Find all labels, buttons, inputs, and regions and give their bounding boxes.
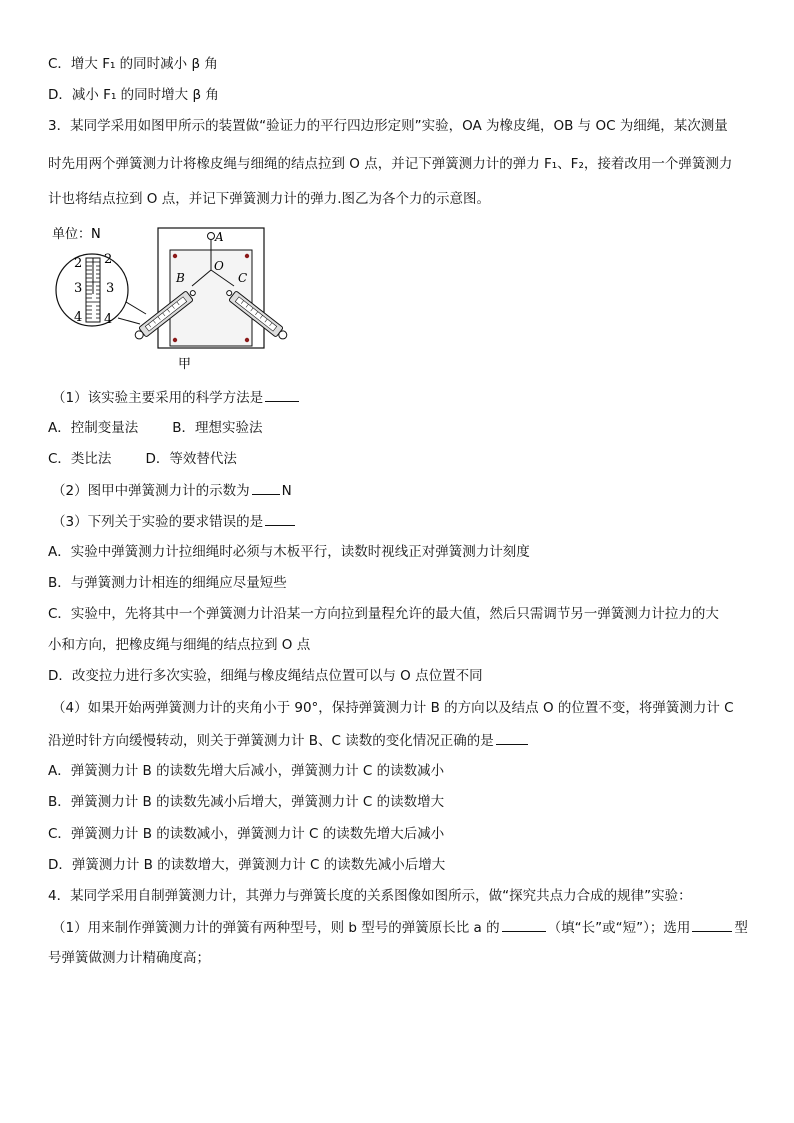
q3-part1-text: （1）该实验主要采用的科学方法是 <box>52 390 264 406</box>
q3-part1 <box>52 388 301 407</box>
answer-blank[interactable] <box>252 481 280 495</box>
scale-right-3: 3 <box>106 281 115 296</box>
q4-part1-text-b: （填“长”或“短”）；选用 <box>547 920 691 936</box>
q3-part2-unit: N <box>281 483 292 499</box>
label-o: O <box>214 259 224 273</box>
unit-label: 单位：N <box>52 227 101 242</box>
q3-part4-option-d: D．弹簧测力计 B 的读数增大，弹簧测力计 C 的读数先减小后增大 <box>48 857 446 873</box>
label-c: C <box>238 271 248 285</box>
q3-part1-options-cd <box>48 450 237 468</box>
option-c: C．类比法 <box>48 451 112 467</box>
q3-part4-line2 <box>48 731 530 750</box>
q3-text-line1: 3．某同学采用如图甲所示的装置做“验证力的平行四边形定则”实验，OA 为橡皮绳，OB 与 OC 为细绳，某次测量 <box>48 118 728 134</box>
q3-part4-line2-text: 沿逆时针方向缓慢转动，则关于弹簧测力计 B、C 读数的变化情况正确的是 <box>48 733 494 749</box>
scale-right-4: 4 <box>104 312 113 327</box>
option-b: B．理想实验法 <box>172 420 263 436</box>
scale-left-2: 2 <box>74 256 83 271</box>
q3-part4-option-c: C．弹簧测力计 B 的读数减小，弹簧测力计 C 的读数先增大后减小 <box>48 826 445 842</box>
q3-part2-text: （2）图甲中弹簧测力计的示数为 <box>52 483 250 499</box>
label-a: A <box>215 230 224 244</box>
q4-text-line1: 4．某同学采用自制弹簧测力计，其弹力与弹簧长度的关系图像如图所示，做“探究共点力合成的规律”实验： <box>48 888 692 904</box>
q3-text-line2: 时先用两个弹簧测力计将橡皮绳与细绳的结点拉到 O 点，并记下弹簧测力计的弹力 F₁、F₂，接着改用一个弹簧测力 <box>48 156 733 172</box>
q3-part3-option-b: B．与弹簧测力计相连的细绳应尽量短些 <box>48 575 287 591</box>
figure-caption: 甲 <box>178 357 192 372</box>
q3-part3-option-d: D．改变拉力进行多次实验，细绳与橡皮绳结点位置可以与 O 点位置不同 <box>48 668 483 684</box>
answer-blank[interactable] <box>265 512 295 526</box>
option-d: D．等效替代法 <box>145 451 237 467</box>
q4-part1-line1 <box>52 918 748 937</box>
q3-part3 <box>52 512 297 531</box>
option-d-prev: D．减小 F₁ 的同时增大 β 角 <box>48 87 219 103</box>
answer-blank[interactable] <box>265 388 299 402</box>
q4-part1-text-a: （1）用来制作弹簧测力计的弹簧有两种型号，则 b 型号的弹簧原长比 a 的 <box>52 920 500 936</box>
q3-text-line3: 计也将结点拉到 O 点，并记下弹簧测力计的弹力.图乙为各个力的示意图。 <box>48 191 490 207</box>
q3-part4-option-b: B．弹簧测力计 B 的读数先减小后增大，弹簧测力计 C 的读数增大 <box>48 794 445 810</box>
q3-part3-option-c-line1: C．实验中，先将其中一个弹簧测力计沿某一方向拉到量程允许的最大值，然后只需调节另一弹簧测力计拉力的大 <box>48 606 719 622</box>
option-a: A．控制变量法 <box>48 420 139 436</box>
q4-part1-text-c: 型 <box>734 920 748 936</box>
figure-jia <box>48 222 308 372</box>
q3-part4-option-a: A．弹簧测力计 B 的读数先增大后减小，弹簧测力计 C 的读数减小 <box>48 763 445 779</box>
answer-blank[interactable] <box>692 918 732 932</box>
q4-part1-line2: 号弹簧做测力计精确度高； <box>48 950 210 966</box>
scale-left-4: 4 <box>74 310 83 325</box>
q3-part3-text: （3）下列关于实验的要求错误的是 <box>52 514 264 530</box>
label-b: B <box>176 271 185 285</box>
q3-part3-option-a: A．实验中弹簧测力计拉细绳时必须与木板平行，读数时视线正对弹簧测力计刻度 <box>48 544 530 560</box>
answer-blank[interactable] <box>502 918 546 932</box>
q3-part3-option-c-line2: 小和方向，把橡皮绳与细绳的结点拉到 O 点 <box>48 637 311 653</box>
scale-left-3: 3 <box>74 281 83 296</box>
q3-part1-options-ab <box>48 419 263 437</box>
q3-part4-line1: （4）如果开始两弹簧测力计的夹角小于 90°，保持弹簧测力计 B 的方向以及结点 O 的位置不变，将弹簧测力计 C <box>52 700 734 716</box>
q3-part2 <box>52 481 292 500</box>
option-c-prev: C．增大 F₁ 的同时减小 β 角 <box>48 56 218 72</box>
answer-blank[interactable] <box>496 731 528 745</box>
scale-right-2: 2 <box>104 252 113 267</box>
